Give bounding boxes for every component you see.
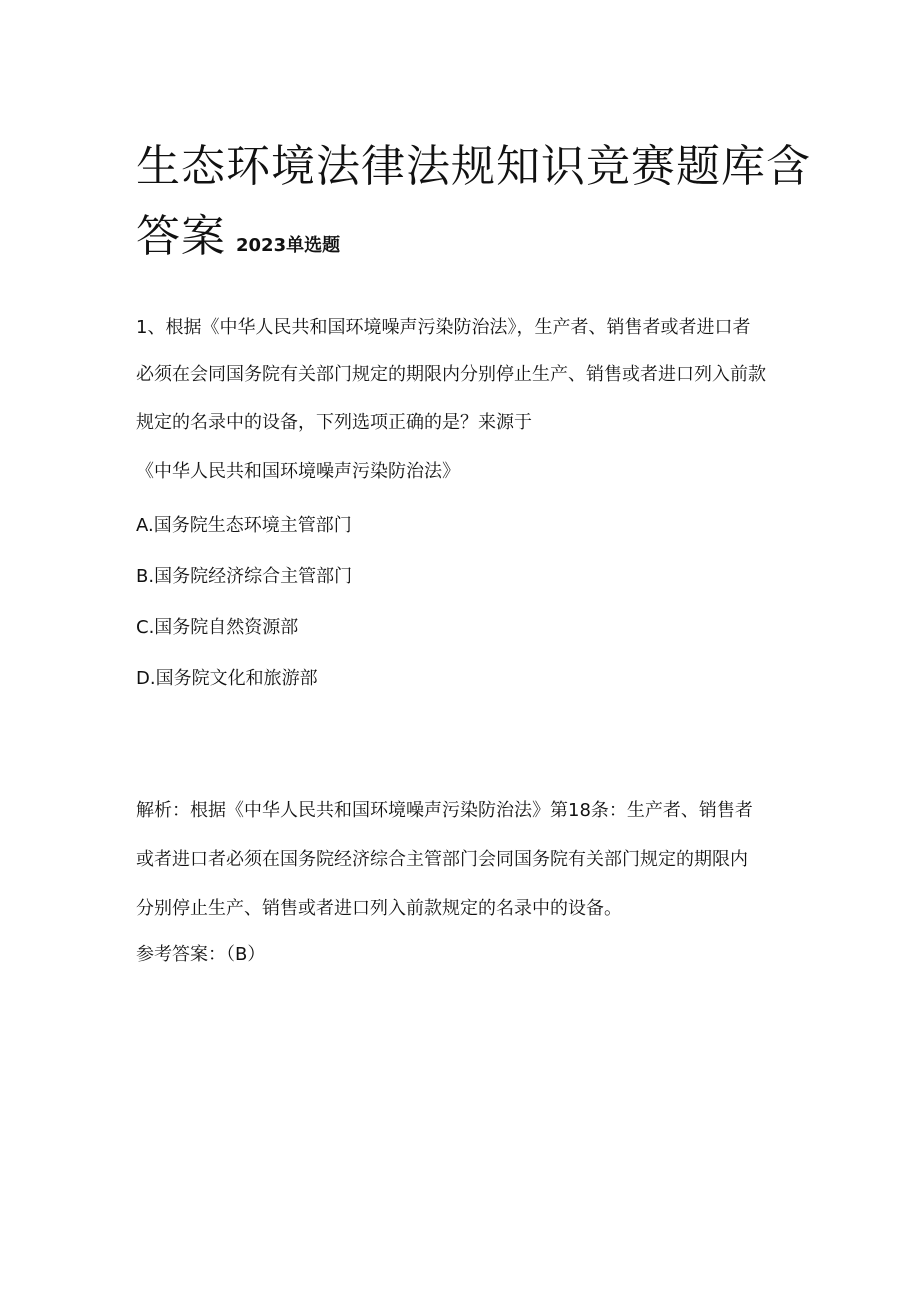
option-c: C.国务院自然资源部 [136,617,299,638]
option-b: B.国务院经济综合主管部门 [136,566,353,587]
question-source-line: 《中华人民共和国环境噪声污染防治法》 [136,461,460,482]
reference-answer: 参考答案：（B） [136,944,266,965]
document-title-suffix: 2023单选题 [236,235,341,256]
option-a: A.国务院生态环境主管部门 [136,515,352,536]
question-text-line: 规定的名录中的设备，下列选项正确的是？来源于 [136,412,532,433]
option-d: D.国务院文化和旅游部 [136,668,318,689]
question-text-line: 1、根据《中华人民共和国环境噪声污染防治法》，生产者、销售者或者进口者 [136,317,751,338]
explanation-line: 分别停止生产、销售或者进口列入前款规定的名录中的设备。 [136,898,622,919]
explanation-line: 解析：根据《中华人民共和国环境噪声污染防治法》第18条：生产者、销售者 [136,800,753,821]
document-title-main: 答案 [136,211,226,262]
explanation-line: 或者进口者必须在国务院经济综合主管部门会同国务院有关部门规定的期限内 [136,849,748,870]
document-title-line-1: 生态环境法律法规知识竞赛题库含 [136,141,811,192]
question-text-line: 必须在会同国务院有关部门规定的期限内分别停止生产、销售或者进口列入前款 [136,364,766,385]
document-title-line-2 [136,211,341,262]
